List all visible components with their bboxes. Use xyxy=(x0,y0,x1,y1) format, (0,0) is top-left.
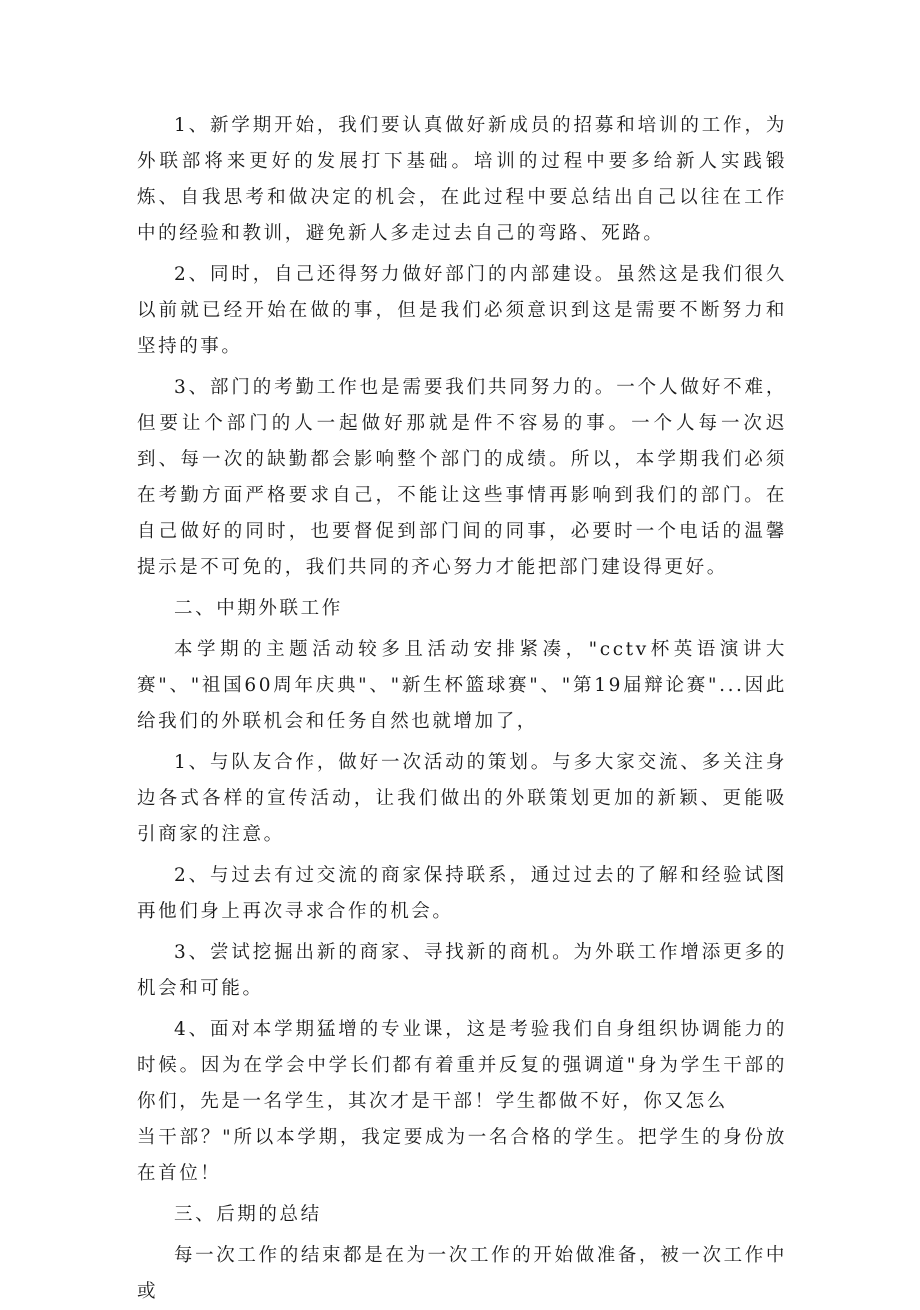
paragraph-internal-building: 2、同时，自己还得努力做好部门的内部建设。虽然这是我们很久以前就已经开始在做的事，但是我们必须意识到这是需要不断努力和坚持的事。 xyxy=(137,264,787,357)
paragraph-activities-intro: 本学期的主题活动较多且活动安排紧凑，"cctv杯英语演讲大赛"、"祖国60周年庆典"、"新生杯篮球赛"、"第19届辩论赛"...因此给我们的外联机会和任务自然也就增加了， xyxy=(137,639,787,732)
paragraph-recruit-training: 1、新学期开始，我们要认真做好新成员的招募和培训的工作，为外联部将来更好的发展打下基础。培训的过程中要多给新人实践锻炼、自我思考和做决定的机会，在此过程中要总结出自己以往在工作中的经验和教训，避免新人多走过去自己的弯路、死路。 xyxy=(137,115,787,244)
paragraph-new-merchants: 3、尝试挖掘出新的商家、寻找新的商机。为外联工作增添更多的机会和可能。 xyxy=(137,942,787,999)
paragraph-teamwork-planning: 1、与队友合作，做好一次活动的策划。与多大家交流、多关注身边各式各样的宣传活动，让我们做出的外联策划更加的新颖、更能吸引商家的注意。 xyxy=(137,752,787,845)
paragraph-existing-merchants: 2、与过去有过交流的商家保持联系，通过过去的了解和经验试图再他们身上再次寻求合作的机会。 xyxy=(137,865,787,922)
section-heading-midterm: 二、中期外联工作 xyxy=(174,598,343,619)
document-body xyxy=(137,108,787,1310)
paragraph-summary: 每一次工作的结束都是在为一次工作的开始做准备，被一次工作中或 xyxy=(137,1245,787,1302)
paragraph-coursework-continued: 当干部？"所以本学期，我定要成为一名合格的学生。把学生的身份放在首位！ xyxy=(137,1127,787,1184)
paragraph-attendance: 3、部门的考勤工作也是需要我们共同努力的。一个人做好不难，但要让个部门的人一起做好那就是件不容易的事。一个人每一次迟到、每一次的缺勤都会影响整个部门的成绩。所以，本学期我们必须在考勤方面严格要求自己，不能让这些事情再影响到我们的部门。在自己做好的同时，也要督促到部门间的同事，必要时一个电话的温馨提示是不可免的，我们共同的齐心努力才能把部门建设得更好。 xyxy=(137,377,787,578)
paragraph-coursework: 4、面对本学期猛增的专业课，这是考验我们自身组织协调能力的时候。因为在学会中学长们都有着重并反复的强调道"身为学生干部的你们，先是一名学生，其次才是干部！学生都做不好，你又怎么 xyxy=(137,1019,787,1112)
section-heading-summary: 三、后期的总结 xyxy=(174,1204,322,1225)
